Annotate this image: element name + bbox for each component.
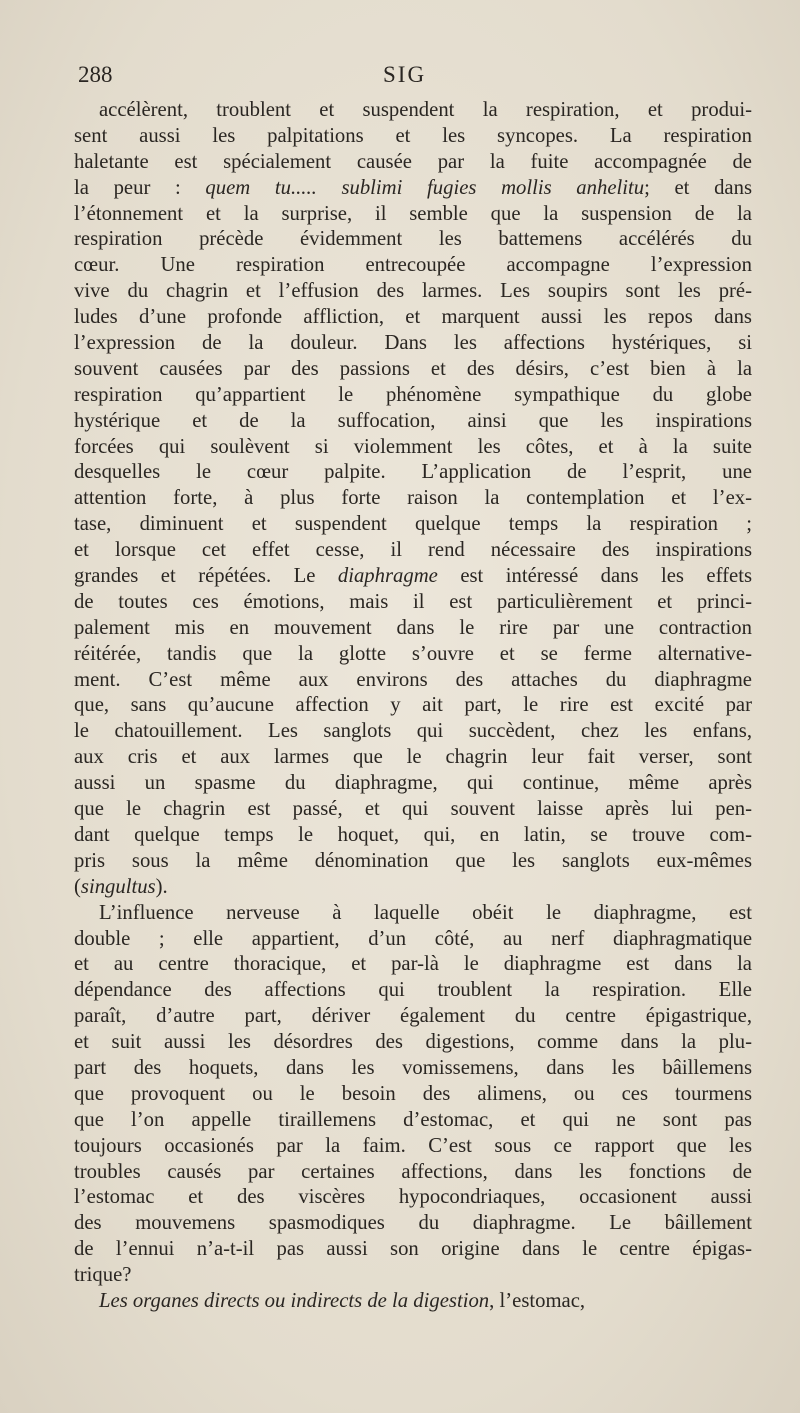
text-line: [74, 176, 752, 202]
text-line: [74, 823, 752, 849]
text-line: [74, 1108, 752, 1134]
text-segment: dépendance des affections qui troublent la respiration. Elle: [74, 979, 752, 1002]
text-line: [74, 1004, 752, 1030]
text-line: [74, 124, 752, 150]
text-segment: aussi un spasme du diaphragme, qui continue, même après: [74, 772, 752, 795]
text-segment: que le chagrin est passé, et qui souvent laisse après lui pen-: [74, 798, 752, 821]
text-segment: L’influence nerveuse à laquelle obéit le diaphragme, est: [99, 901, 752, 924]
text-line: [74, 486, 752, 512]
text-segment: paraît, d’autre part, dériver également du centre épigastrique,: [74, 1005, 752, 1028]
italic-text: Les organes directs ou indirects de la digestion: [99, 1289, 490, 1312]
text-segment: des mouvemens spasmodiques du diaphragme. Le bâillement: [74, 1212, 752, 1235]
text-segment: réitérée, tandis que la glotte s’ouvre et se ferme alternative-: [74, 642, 752, 665]
text-segment: la peur :: [74, 176, 206, 199]
text-line: [74, 564, 752, 590]
body-text: [74, 98, 752, 1315]
italic-text: quem tu..... sublimi fugies mollis anhelitu: [205, 176, 645, 199]
text-line: [74, 1211, 752, 1237]
text-segment: dant quelque temps le hoquet, qui, en latin, se trouve com-: [74, 823, 752, 846]
text-line: [74, 590, 752, 616]
text-line: [74, 227, 752, 253]
text-line: [74, 1289, 752, 1315]
text-segment: double ; elle appartient, d’un côté, au nerf diaphragmatique: [74, 927, 752, 950]
text-segment: ludes d’une profonde affliction, et marquent aussi les repos dans: [74, 306, 752, 329]
text-segment: attention forte, à plus forte raison la contemplation et l’ex-: [74, 487, 752, 510]
text-line: [74, 668, 752, 694]
text-line: [74, 460, 752, 486]
text-line: [74, 538, 752, 564]
text-segment: que provoquent ou le besoin des alimens, ou ces tourmens: [74, 1082, 752, 1105]
text-segment: de toutes ces émotions, mais il est particulièrement et princi-: [74, 590, 752, 613]
text-segment: et suit aussi les désordres des digestions, comme dans la plu-: [74, 1031, 752, 1054]
italic-text: singultus: [80, 875, 156, 898]
text-line: [74, 1134, 752, 1160]
text-segment: aux cris et aux larmes que le chagrin leur fait verser, sont: [74, 746, 752, 769]
text-segment: forcées qui soulèvent si violemment les côtes, et à la suite: [74, 435, 752, 458]
text-line: [74, 719, 752, 745]
text-segment: (: [74, 875, 81, 898]
text-segment: et lorsque cet effet cesse, il rend nécessaire des inspirations: [74, 539, 752, 562]
text-segment: le chatouillement. Les sanglots qui succèdent, chez les enfans,: [74, 720, 752, 743]
text-line: [74, 331, 752, 357]
text-line: [74, 875, 752, 901]
text-segment: haletante est spécialement causée par la fuite accompagnée de: [74, 150, 752, 173]
text-line: [74, 435, 752, 461]
text-line: [74, 357, 752, 383]
text-line: [74, 409, 752, 435]
text-line: [74, 745, 752, 771]
text-segment: respiration précède évidemment les battemens accélérés du: [74, 228, 752, 251]
text-line: [74, 642, 752, 668]
text-segment: hystérique et de la suffocation, ainsi que les inspirations: [74, 409, 752, 432]
text-line: [74, 849, 752, 875]
running-head: SIG: [383, 62, 427, 87]
text-line: [74, 279, 752, 305]
text-segment: trique?: [74, 1264, 132, 1287]
text-segment: , l’estomac,: [489, 1289, 586, 1312]
text-line: [74, 1237, 752, 1263]
text-line: [74, 771, 752, 797]
text-segment: sent aussi les palpitations et les syncopes. La respiration: [74, 124, 752, 147]
text-segment: est intéressé dans les effets: [437, 565, 753, 588]
text-segment: palement mis en mouvement dans le rire par une contraction: [74, 616, 752, 639]
text-line: [74, 305, 752, 331]
text-segment: l’étonnement et la surprise, il semble que la suspension de la: [74, 202, 752, 225]
text-segment: tase, diminuent et suspendent quelque temps la respiration ;: [74, 513, 752, 536]
text-line: [74, 952, 752, 978]
text-line: [74, 797, 752, 823]
page-header: [78, 62, 750, 96]
text-segment: et au centre thoracique, et par-là le diaphragme est dans la: [74, 953, 752, 976]
text-segment: toujours occasionés par la faim. C’est sous ce rapport que les: [74, 1134, 752, 1157]
text-line: [74, 1030, 752, 1056]
text-segment: que l’on appelle tiraillemens d’estomac, et qui ne sont pas: [74, 1108, 752, 1131]
text-line: [74, 1056, 752, 1082]
text-line: [74, 978, 752, 1004]
text-segment: que, sans qu’aucune affection y ait part, le rire est excité par: [74, 694, 752, 717]
text-segment: souvent causées par des passions et des désirs, c’est bien à la: [74, 357, 752, 380]
text-line: [74, 202, 752, 228]
text-line: [74, 927, 752, 953]
text-segment: part des hoquets, dans les vomissemens, dans les bâillemens: [74, 1056, 752, 1079]
text-segment: ment. C’est même aux environs des attaches du diaphragme: [74, 668, 752, 691]
text-line: [74, 253, 752, 279]
text-line: [74, 616, 752, 642]
text-segment: l’estomac et des viscères hypocondriaques, occasionent aussi: [74, 1186, 752, 1209]
text-segment: respiration qu’appartient le phénomène sympathique du globe: [74, 383, 752, 406]
text-line: [74, 98, 752, 124]
text-segment: grandes et répétées. Le: [74, 565, 338, 588]
text-line: [74, 901, 752, 927]
text-segment: ; et dans: [644, 176, 753, 199]
text-segment: cœur. Une respiration entrecoupée accompagne l’expression: [74, 254, 752, 277]
page-number: 288: [78, 62, 113, 87]
text-line: [74, 1082, 752, 1108]
text-segment: vive du chagrin et l’effusion des larmes. Les soupirs sont les pré-: [74, 280, 752, 303]
text-line: [74, 1160, 752, 1186]
text-segment: l’expression de la douleur. Dans les affections hystériques, si: [74, 332, 752, 355]
text-segment: pris sous la même dénomination que les sanglots eux-mêmes: [74, 849, 752, 872]
text-segment: accélèrent, troublent et suspendent la respiration, et produi-: [99, 99, 752, 121]
text-segment: ).: [155, 875, 168, 898]
text-line: [74, 150, 752, 176]
text-line: [74, 1185, 752, 1211]
text-segment: desquelles le cœur palpite. L’application de l’esprit, une: [74, 461, 752, 484]
text-segment: troubles causés par certaines affections, dans les fonctions de: [74, 1160, 752, 1183]
text-line: [74, 512, 752, 538]
text-segment: de l’ennui n’a-t-il pas aussi son origine dans le centre épigas-: [74, 1238, 752, 1261]
text-line: [74, 693, 752, 719]
text-line: [74, 1263, 752, 1289]
italic-text: diaphragme: [337, 565, 438, 588]
text-line: [74, 383, 752, 409]
